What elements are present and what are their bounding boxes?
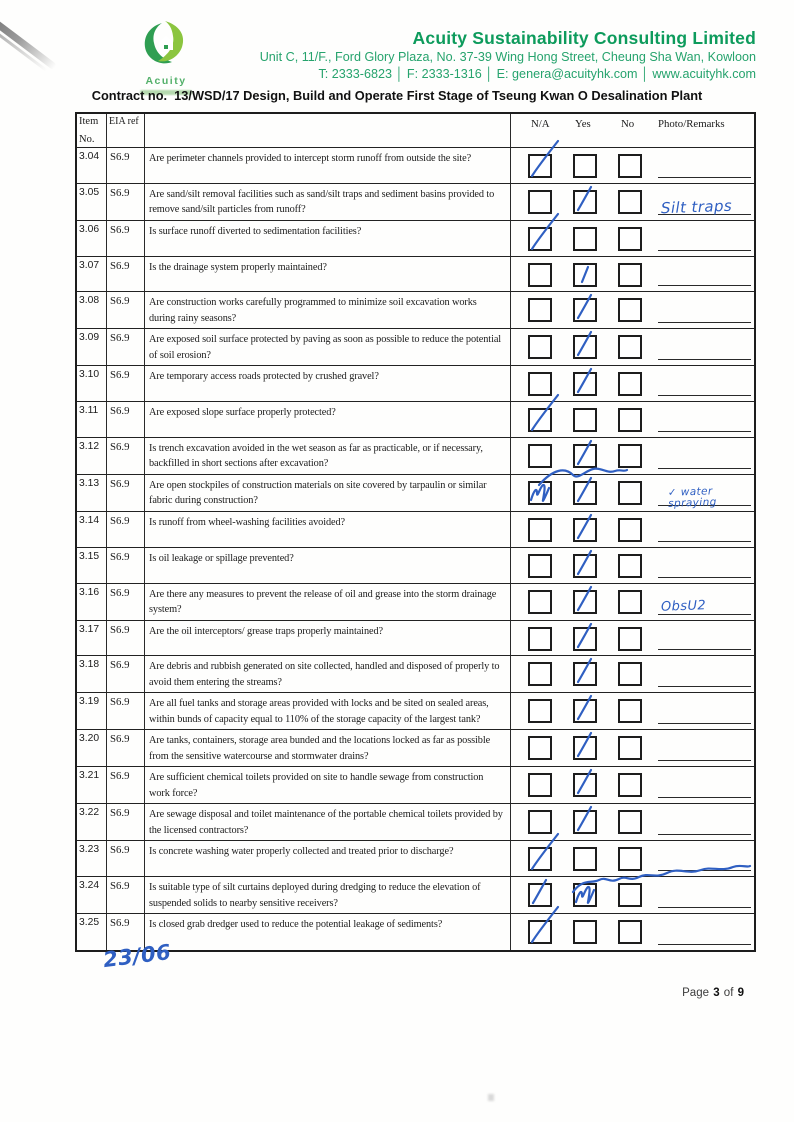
checkbox-no — [618, 298, 642, 322]
item-no: 3.13 — [77, 475, 107, 511]
item-no: 3.19 — [77, 693, 107, 729]
table-row — [77, 184, 754, 221]
checkbox-na — [528, 444, 552, 468]
item-no: 3.24 — [77, 877, 107, 913]
answer-cell — [511, 730, 754, 766]
answer-cell — [511, 329, 754, 365]
table-row — [77, 584, 754, 621]
remarks-line — [658, 760, 751, 761]
handwritten-remark: ✓ water spraying — [667, 485, 717, 510]
table-row — [77, 148, 754, 184]
question-text: Are debris and rubbish generated on site collected, handled and disposed of properly to avoid them entering the streams? — [145, 656, 511, 692]
checkbox-yes — [573, 773, 597, 797]
item-no: 3.14 — [77, 512, 107, 547]
item-no: 3.04 — [77, 148, 107, 183]
item-no: 3.07 — [77, 257, 107, 292]
checkbox-yes — [573, 810, 597, 834]
answer-cell — [511, 877, 754, 913]
table-row — [77, 621, 754, 657]
question-text: Is the drainage system properly maintained? — [145, 257, 511, 292]
item-no: 3.18 — [77, 656, 107, 692]
checkbox-yes — [573, 227, 597, 251]
table-row — [77, 730, 754, 767]
remarks-line — [658, 177, 751, 178]
answer-cell — [511, 584, 754, 620]
remarks-line — [658, 834, 751, 835]
scan-corner-artifact — [0, 2, 57, 70]
remarks-line — [658, 285, 751, 286]
item-no: 3.05 — [77, 184, 107, 220]
company-contact: T: 2333-6823 │ F: 2333-1316 │ E: genera@acuityhk.com │ www.acuityhk.com — [318, 66, 756, 81]
remarks-line — [658, 395, 751, 396]
checkbox-no — [618, 372, 642, 396]
checkbox-yes — [573, 298, 597, 322]
col-header-question — [145, 114, 511, 147]
checkbox-no — [618, 408, 642, 432]
logo-brand-text: Acuity — [145, 75, 187, 87]
question-text: Is suitable type of silt curtains deployed during dredging to reduce the elevation of suspended solids to nearby sensitive receivers? — [145, 877, 511, 913]
checkbox-yes — [573, 408, 597, 432]
checkbox-yes — [573, 662, 597, 686]
remarks-line — [658, 723, 751, 724]
checkbox-yes — [573, 481, 597, 505]
checkbox-na — [528, 372, 552, 396]
question-text: Is surface runoff diverted to sedimentation facilities? — [145, 221, 511, 256]
item-no: 3.06 — [77, 221, 107, 256]
checkbox-yes — [573, 518, 597, 542]
question-text: Are exposed soil surface protected by paving as soon as possible to reduce the potential of soil erosion? — [145, 329, 511, 365]
table-row — [77, 512, 754, 548]
remarks-line — [658, 577, 751, 578]
letterhead — [190, 28, 756, 82]
eia-ref: S6.9 — [107, 584, 145, 620]
answer-cell — [511, 693, 754, 729]
checkbox-na — [528, 227, 552, 251]
checkbox-na — [528, 920, 552, 944]
checkbox-na — [528, 408, 552, 432]
table-row — [77, 914, 754, 950]
eia-ref: S6.9 — [107, 402, 145, 437]
leaf-logo-icon — [135, 20, 197, 72]
eia-ref: S6.9 — [107, 548, 145, 583]
checkbox-na — [528, 154, 552, 178]
handwritten-remark: ObsU2 — [660, 597, 707, 615]
col-header-answers — [511, 114, 754, 147]
answer-cell — [511, 402, 754, 437]
checkbox-yes — [573, 554, 597, 578]
checkbox-no — [618, 699, 642, 723]
checkbox-no — [618, 773, 642, 797]
table-row — [77, 438, 754, 475]
answer-cell — [511, 292, 754, 328]
answer-cell — [511, 656, 754, 692]
question-text: Are all fuel tanks and storage areas provided with locks and be sited on sealed areas, within bunds of capacity equal to 110% of the storage capacity of the largest tank? — [145, 693, 511, 729]
eia-ref: S6.9 — [107, 841, 145, 876]
answer-cell — [511, 148, 754, 183]
eia-ref: S6.9 — [107, 292, 145, 328]
question-text: Is oil leakage or spillage prevented? — [145, 548, 511, 583]
checkbox-no — [618, 883, 642, 907]
table-row — [77, 257, 754, 293]
remarks-line — [658, 870, 751, 871]
question-text: Are the oil interceptors/ grease traps properly maintained? — [145, 621, 511, 656]
question-text: Are temporary access roads protected by crushed gravel? — [145, 366, 511, 401]
checkbox-na — [528, 335, 552, 359]
checkbox-no — [618, 920, 642, 944]
eia-ref: S6.9 — [107, 914, 145, 950]
checkbox-na — [528, 847, 552, 871]
checkbox-no — [618, 736, 642, 760]
checkbox-no — [618, 227, 642, 251]
question-text: Are open stockpiles of construction materials on site covered by tarpaulin or similar fabric during construction? — [145, 475, 511, 511]
checkbox-no — [618, 554, 642, 578]
checkbox-na — [528, 263, 552, 287]
checkbox-na — [528, 810, 552, 834]
checkbox-yes — [573, 263, 597, 287]
checkbox-no — [618, 847, 642, 871]
question-text: Are construction works carefully programmed to minimize soil excavation works during rainy seasons? — [145, 292, 511, 328]
answer-cell — [511, 804, 754, 840]
checkbox-na — [528, 773, 552, 797]
question-text: Are sewage disposal and toilet maintenance of the portable chemical toilets provided by the licensed contractors? — [145, 804, 511, 840]
item-no: 3.12 — [77, 438, 107, 474]
col-header-photo-remarks: Photo/Remarks — [658, 118, 725, 130]
checkbox-na — [528, 554, 552, 578]
checkbox-yes — [573, 627, 597, 651]
eia-ref: S6.9 — [107, 148, 145, 183]
col-header-yes: Yes — [575, 118, 591, 130]
checkbox-no — [618, 810, 642, 834]
table-body — [77, 148, 754, 950]
item-no: 3.11 — [77, 402, 107, 437]
checkbox-yes — [573, 154, 597, 178]
checkbox-na — [528, 662, 552, 686]
eia-ref: S6.9 — [107, 184, 145, 220]
table-row — [77, 693, 754, 730]
item-no: 3.20 — [77, 730, 107, 766]
checkbox-yes — [573, 372, 597, 396]
scan-smudge — [488, 1094, 494, 1101]
checkbox-yes — [573, 444, 597, 468]
question-text: Are sand/silt removal facilities such as sand/silt traps and sediment basins provided to remove sand/silt particles from runoff? — [145, 184, 511, 220]
eia-ref: S6.9 — [107, 257, 145, 292]
answer-cell — [511, 841, 754, 876]
checkbox-na — [528, 481, 552, 505]
item-no: 3.21 — [77, 767, 107, 803]
table-row — [77, 804, 754, 841]
table-row — [77, 656, 754, 693]
remarks-line — [658, 431, 751, 432]
checkbox-na — [528, 699, 552, 723]
table-row — [77, 366, 754, 402]
item-no: 3.15 — [77, 548, 107, 583]
table-row — [77, 329, 754, 366]
answer-cell — [511, 184, 754, 220]
checkbox-na — [528, 298, 552, 322]
eia-ref: S6.9 — [107, 438, 145, 474]
checkbox-no — [618, 627, 642, 651]
answer-cell — [511, 257, 754, 292]
checkbox-no — [618, 154, 642, 178]
item-no: 3.17 — [77, 621, 107, 656]
checkbox-na — [528, 627, 552, 651]
item-no: 3.25 — [77, 914, 107, 950]
answer-cell — [511, 767, 754, 803]
eia-ref: S6.9 — [107, 475, 145, 511]
checkbox-yes — [573, 847, 597, 871]
item-no: 3.23 — [77, 841, 107, 876]
table-row — [77, 475, 754, 512]
remarks-line — [658, 322, 751, 323]
remarks-line — [658, 649, 751, 650]
checkbox-yes — [573, 883, 597, 907]
question-text: Is runoff from wheel-washing facilities avoided? — [145, 512, 511, 547]
handwritten-date: 23/06 — [101, 939, 173, 973]
eia-ref: S6.9 — [107, 804, 145, 840]
table-row — [77, 548, 754, 584]
eia-ref: S6.9 — [107, 512, 145, 547]
remarks-line — [658, 797, 751, 798]
col-header-eia-ref: EIA ref — [107, 114, 145, 147]
checkbox-no — [618, 662, 642, 686]
question-text: Is concrete washing water properly collected and treated prior to discharge? — [145, 841, 511, 876]
contract-title: Contract no. 13/WSD/17 Design, Build and Operate First Stage of Tseung Kwan O Desalination Plant — [91, 88, 703, 103]
col-header-no: No — [621, 118, 635, 130]
table-row — [77, 877, 754, 914]
question-text: Are exposed slope surface properly protected? — [145, 402, 511, 437]
page-number: Page 3 of 9 — [682, 987, 744, 999]
eia-ref: S6.9 — [107, 621, 145, 656]
item-no: 3.16 — [77, 584, 107, 620]
remarks-line — [658, 359, 751, 360]
checkbox-yes — [573, 335, 597, 359]
question-text: Are tanks, containers, storage area bunded and the locations locked as far as possible from the sensitive watercourse and stormwater drains? — [145, 730, 511, 766]
checkbox-na — [528, 518, 552, 542]
checkbox-na — [528, 883, 552, 907]
checkbox-na — [528, 590, 552, 614]
answer-cell — [511, 621, 754, 656]
answer-cell — [511, 366, 754, 401]
company-name: Acuity Sustainability Consulting Limited — [412, 28, 756, 48]
checkbox-no — [618, 444, 642, 468]
eia-ref: S6.9 — [107, 329, 145, 365]
question-text: Are sufficient chemical toilets provided on site to handle sewage from construction work force? — [145, 767, 511, 803]
checkbox-no — [618, 190, 642, 214]
eia-ref: S6.9 — [107, 767, 145, 803]
table-row — [77, 841, 754, 877]
col-header-item-no: Item No. — [77, 114, 107, 147]
remarks-line — [658, 541, 751, 542]
answer-cell — [511, 914, 754, 950]
table-row — [77, 221, 754, 257]
answer-cell — [511, 221, 754, 256]
table-row — [77, 767, 754, 804]
remarks-line — [658, 468, 751, 469]
question-text: Is closed grab dredger used to reduce the potential leakage of sediments? — [145, 914, 511, 950]
item-no: 3.22 — [77, 804, 107, 840]
eia-ref: S6.9 — [107, 693, 145, 729]
col-header-na: N/A — [531, 118, 550, 130]
remarks-line — [658, 944, 751, 945]
checkbox-no — [618, 335, 642, 359]
checkbox-yes — [573, 699, 597, 723]
item-no: 3.08 — [77, 292, 107, 328]
checklist-table — [75, 112, 756, 952]
handwritten-remark: Silt traps — [660, 196, 733, 218]
checkbox-yes — [573, 736, 597, 760]
eia-ref: S6.9 — [107, 877, 145, 913]
answer-cell — [511, 512, 754, 547]
company-address: Unit C, 11/F., Ford Glory Plaza, No. 37-39 Wing Hong Street, Cheung Sha Wan, Kowloon — [259, 50, 756, 64]
table-row — [77, 402, 754, 438]
table-header-row — [77, 114, 754, 148]
question-text: Are there any measures to prevent the release of oil and grease into the storm drainage system? — [145, 584, 511, 620]
item-no: 3.09 — [77, 329, 107, 365]
eia-ref: S6.9 — [107, 730, 145, 766]
remarks-line — [658, 907, 751, 908]
answer-cell — [511, 438, 754, 474]
eia-ref: S6.9 — [107, 656, 145, 692]
remarks-line — [658, 250, 751, 251]
checkbox-na — [528, 190, 552, 214]
checkbox-yes — [573, 190, 597, 214]
eia-ref: S6.9 — [107, 221, 145, 256]
answer-cell — [511, 548, 754, 583]
answer-cell — [511, 475, 754, 511]
checkbox-na — [528, 736, 552, 760]
checkbox-no — [618, 263, 642, 287]
checkbox-no — [618, 481, 642, 505]
checkbox-no — [618, 518, 642, 542]
checkbox-no — [618, 590, 642, 614]
question-text: Is trench excavation avoided in the wet season as far as practicable, or if necessary, backfilled in short sections after excavation? — [145, 438, 511, 474]
checkbox-yes — [573, 590, 597, 614]
question-text: Are perimeter channels provided to intercept storm runoff from outside the site? — [145, 148, 511, 183]
item-no: 3.10 — [77, 366, 107, 401]
remarks-line — [658, 686, 751, 687]
table-row — [77, 292, 754, 329]
checkbox-yes — [573, 920, 597, 944]
eia-ref: S6.9 — [107, 366, 145, 401]
